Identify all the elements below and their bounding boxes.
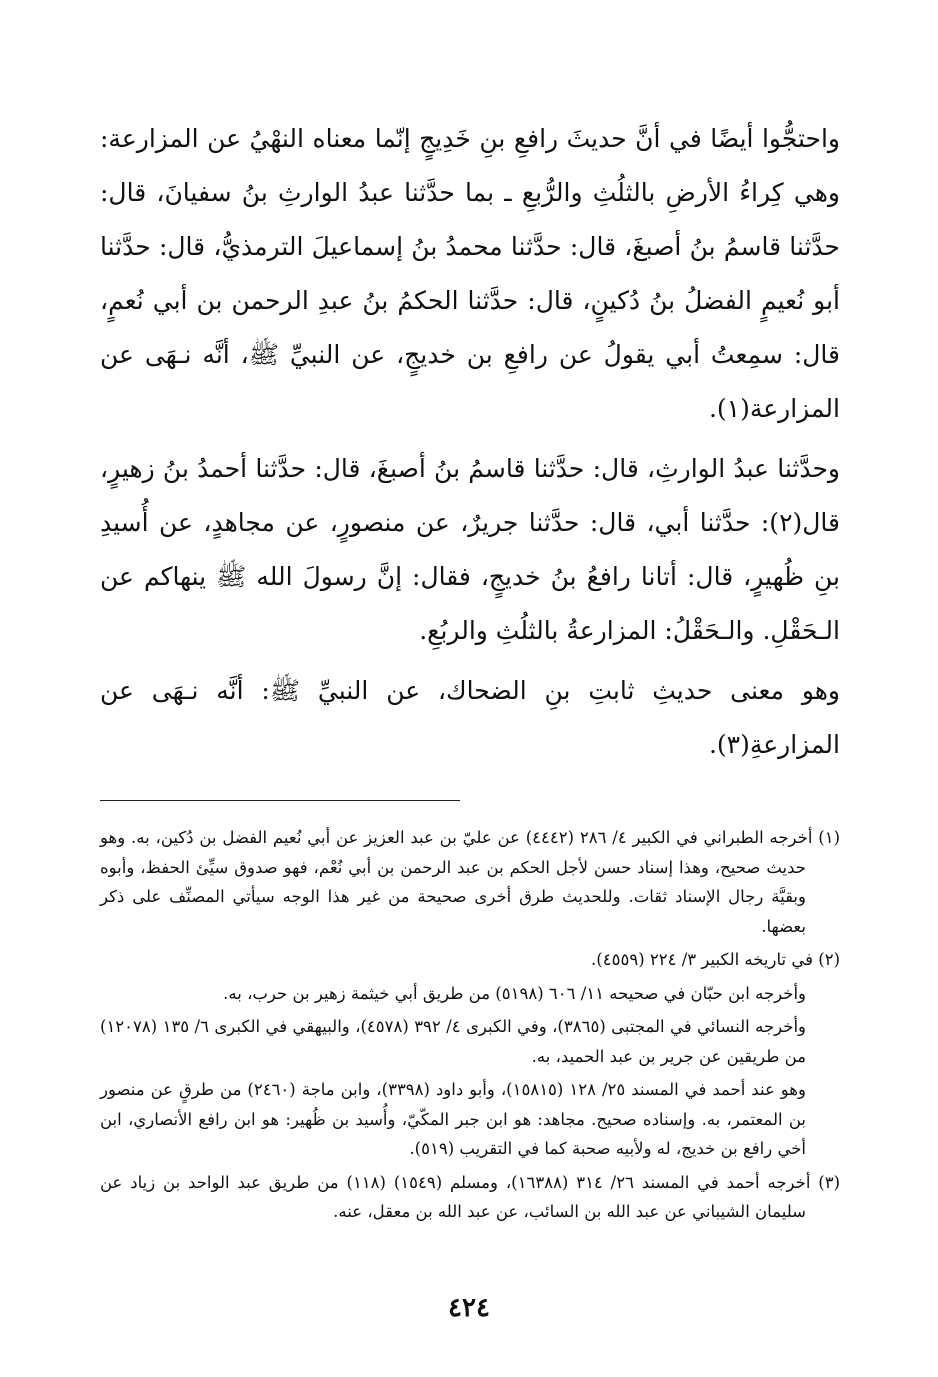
paragraph-1: واحتجُّوا أيضًا في أنَّ حديثَ رافعِ بنِ خَدِيجٍ إنّما معناه النهْيُ عن المزارعة: وهي كِراءُ الأرضِ بالثلُثِ والرُّبعِ ـ بما حدَّثنا عبدُ الوارثِ بنُ سفيانَ، قال: حدَّثنا قاسمُ بنُ أصبغَ، قال: حدَّثنا محمدُ بنُ إسماعيلَ الترمذيُّ، قال: حدَّثنا أبو نُعيمٍ الفضلُ بنُ دُكينٍ، قال: حدَّثنا الحكمُ بنُ عبدِ الرحمن بن أبي نُعمٍ، قال: سمِعتُ أبي يقولُ عن رافعِ بن خديجٍ، عن النبيِّ ﷺ، أنَّه نـهَى عن المزارعة(١). [100, 124, 840, 423]
footnote-2: (٢) في تاريخه الكبير ٣/ ٢٢٤ (٤٥٥٩). [591, 950, 840, 969]
page-body [100, 112, 840, 1231]
footnote-3: (٣) أخرجه أحمد في المسند ٢٦/ ٣١٤ (١٦٣٨٨)، ومسلم (١٥٤٩) (١١٨) من طريق عبد الواحد بن زياد عن سليمان الشيباني عن عبد الله بن السائب، عن عبد الله بن معقل، عنه. [100, 1172, 841, 1221]
paragraph-2: وحدَّثنا عبدُ الوارثِ، قال: حدَّثنا قاسمُ بنُ أصبغَ، قال: حدَّثنا أحمدُ بنُ زهيرٍ، قال(٢): حدَّثنا أبي، قال: حدَّثنا جريرٌ، عن منصورٍ، عن مجاهدٍ، عن أُسيدِ بنِ ظُهيرٍ، قال: أتانا رافعُ بنُ خديجٍ، فقال: إنَّ رسولَ الله ﷺ ينهاكم عن الـحَقْلِ. والـحَقْلُ: المزارعةُ بالثلُثِ والربُعِ. [100, 454, 840, 645]
footnotes [100, 823, 840, 1227]
page-number: ٤٢٤ [448, 1293, 490, 1323]
main-text [100, 112, 840, 772]
footnote-separator [100, 800, 460, 801]
footnote-2-continuation-3: وهو عند أحمد في المسند ٢٥/ ١٢٨ (١٥٨١٥)، وأبو داود (٣٣٩٨)، وابن ماجة (٢٤٦٠) من طرقٍ عن منصور بن المعتمر، به. وإسناده صحيح. مجاهد: هو ابن جبر المكّيّ، وأُسيد بن ظُهير: هو ابن رافع الأنصاري، ابن أخي رافع بن خديج، له ولأبيه صحبة كما في التقريب (٥١٩). [100, 1080, 806, 1158]
paragraph-3: وهو معنى حديثِ ثابتِ بنِ الضحاك، عن النبيِّ ﷺ: أنَّه نـهَى عن المزارعةِ(٣). [100, 676, 840, 759]
footnote-2-continuation-2: وأخرجه النسائي في المجتبى (٣٨٦٥)، وفي الكبرى ٤/ ٣٩٢ (٤٥٧٨)، والبيهقي في الكبرى ٦/ ١٣٥ (١٢٠٧٨) من طريقين عن جرير بن عبد الحميد، به. [100, 1017, 807, 1066]
footnote-1: (١) أخرجه الطبراني في الكبير ٤/ ٢٨٦ (٤٤٤٢) عن عليّ بن عبد العزيز عن أبي نُعيم الفضل بن دُكين، به. وهو حديث صحيح، وهذا إسناد حسن لأجل الحكم بن عبد الرحمن بن أبي نُعْم، فهو صدوق سيِّئ الحفظ، وأبوه وبقيَّة رجال الإسناد ثقات. وللحديث طرق أخرى صحيحة من غير هذا الوجه سيأتي المصنِّف على ذكر بعضها. [100, 828, 840, 936]
footnote-2-continuation-1: وأخرجه ابن حبّان في صحيحه ١١/ ٦٠٦ (٥١٩٨) من طريق أبي خيثمة زهير بن حرب، به. [223, 983, 806, 1003]
